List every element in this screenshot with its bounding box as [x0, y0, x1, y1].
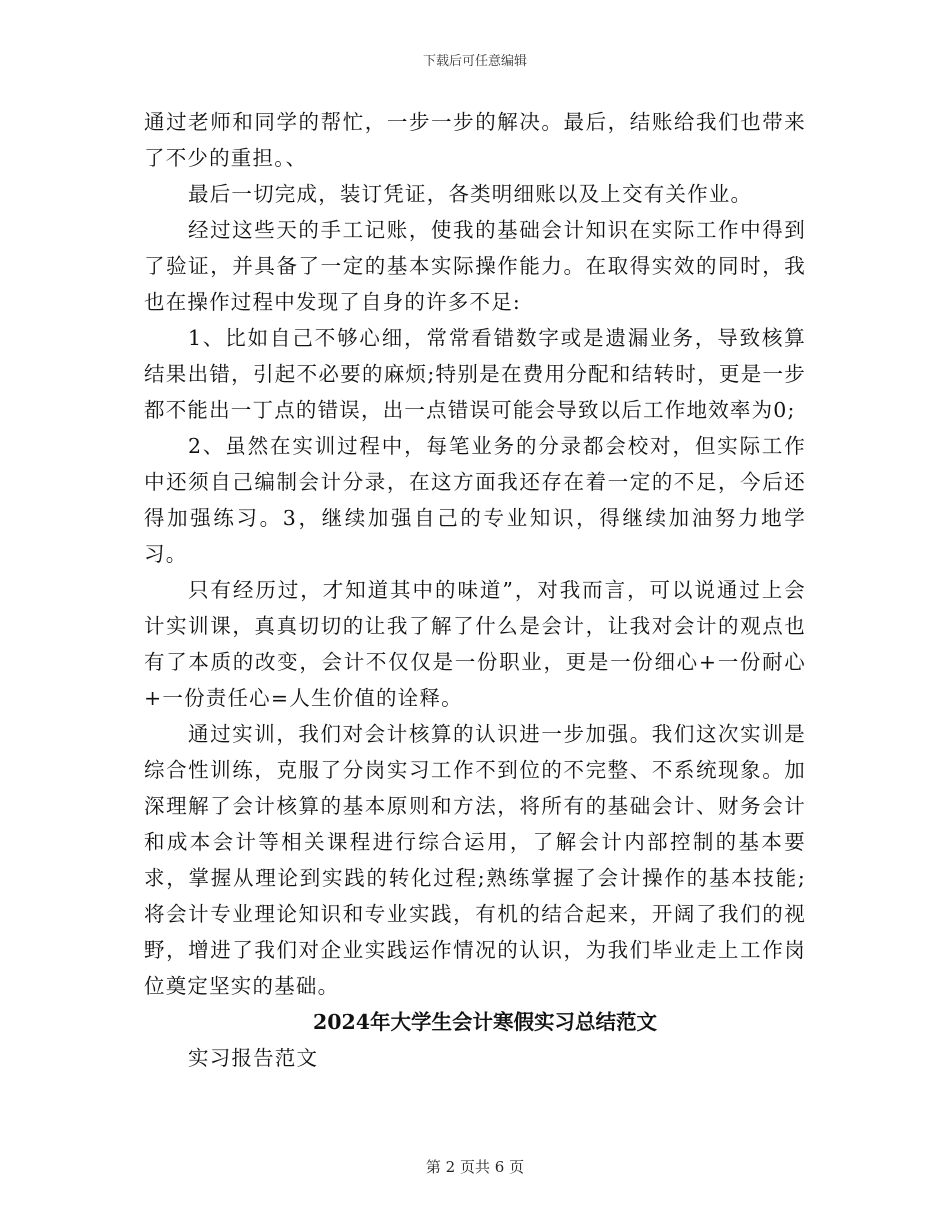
paragraph: 通过实训，我们对会计核算的认识进一步加强。我们这次实训是综合性训练，克服了分岗实习工作不到位的不完整、不系统现象。加深理解了会计核算的基本原则和方法，将所有的基础会计、财务会计和成本会计等相关课程进行综合运用，了解会计内部控制的基本要求，掌握从理论到实践的转化过程;熟练掌握了会计操作的基本技能;将会计专业理论知识和专业实践，有机的结合起来，开阔了我们的视野，增进了我们对企业实践运作情况的认识，为我们毕业走上工作岗位奠定坚实的基础。 [144, 722, 806, 998]
page-footer: 第 2 页共 6 页 [425, 1158, 525, 1176]
paragraph: 只有经历过，才知道其中的味道”，对我而言，可以说通过上会计实训课，真真切切的让我了解了什么是会计，让我对会计的观点也有了本质的改变，会计不仅仅是一份职业，更是一份细心+一份耐心+一份责任心=人生价值的诠释。 [144, 578, 806, 710]
paragraph: 通过老师和同学的帮忙，一步一步的解决。最后，结账给我们也带来了不少的重担。、 [144, 110, 806, 170]
document-body [144, 104, 806, 1076]
paragraph: 1、比如自己不够心细，常常看错数字或是遗漏业务，导致核算结果出错，引起不必要的麻烦;特别是在费用分配和结转时，更是一步都不能出一丁点的错误，出一点错误可能会导致以后工作地效率为0; [144, 326, 806, 422]
paragraph: 经过这些天的手工记账，使我的基础会计知识在实际工作中得到了验证，并具备了一定的基本实际操作能力。在取得实效的同时，我也在操作过程中发现了自身的许多不足: [144, 218, 806, 314]
section-subtitle: 实习报告范文 [188, 1046, 319, 1070]
section-title: 2024年大学生会计寒假实习总结范文 [312, 1010, 658, 1034]
paragraph: 2、虽然在实训过程中，每笔业务的分录都会校对，但实际工作中还须自己编制会计分录，在这方面我还存在着一定的不足，今后还得加强练习。3，继续加强自己的专业知识，得继续加油努力地学习。 [144, 434, 806, 566]
paragraph: 最后一切完成，装订凭证，各类明细账以及上交有关作业。 [188, 182, 753, 206]
page-header: 下载后可任意编辑 [422, 54, 527, 69]
